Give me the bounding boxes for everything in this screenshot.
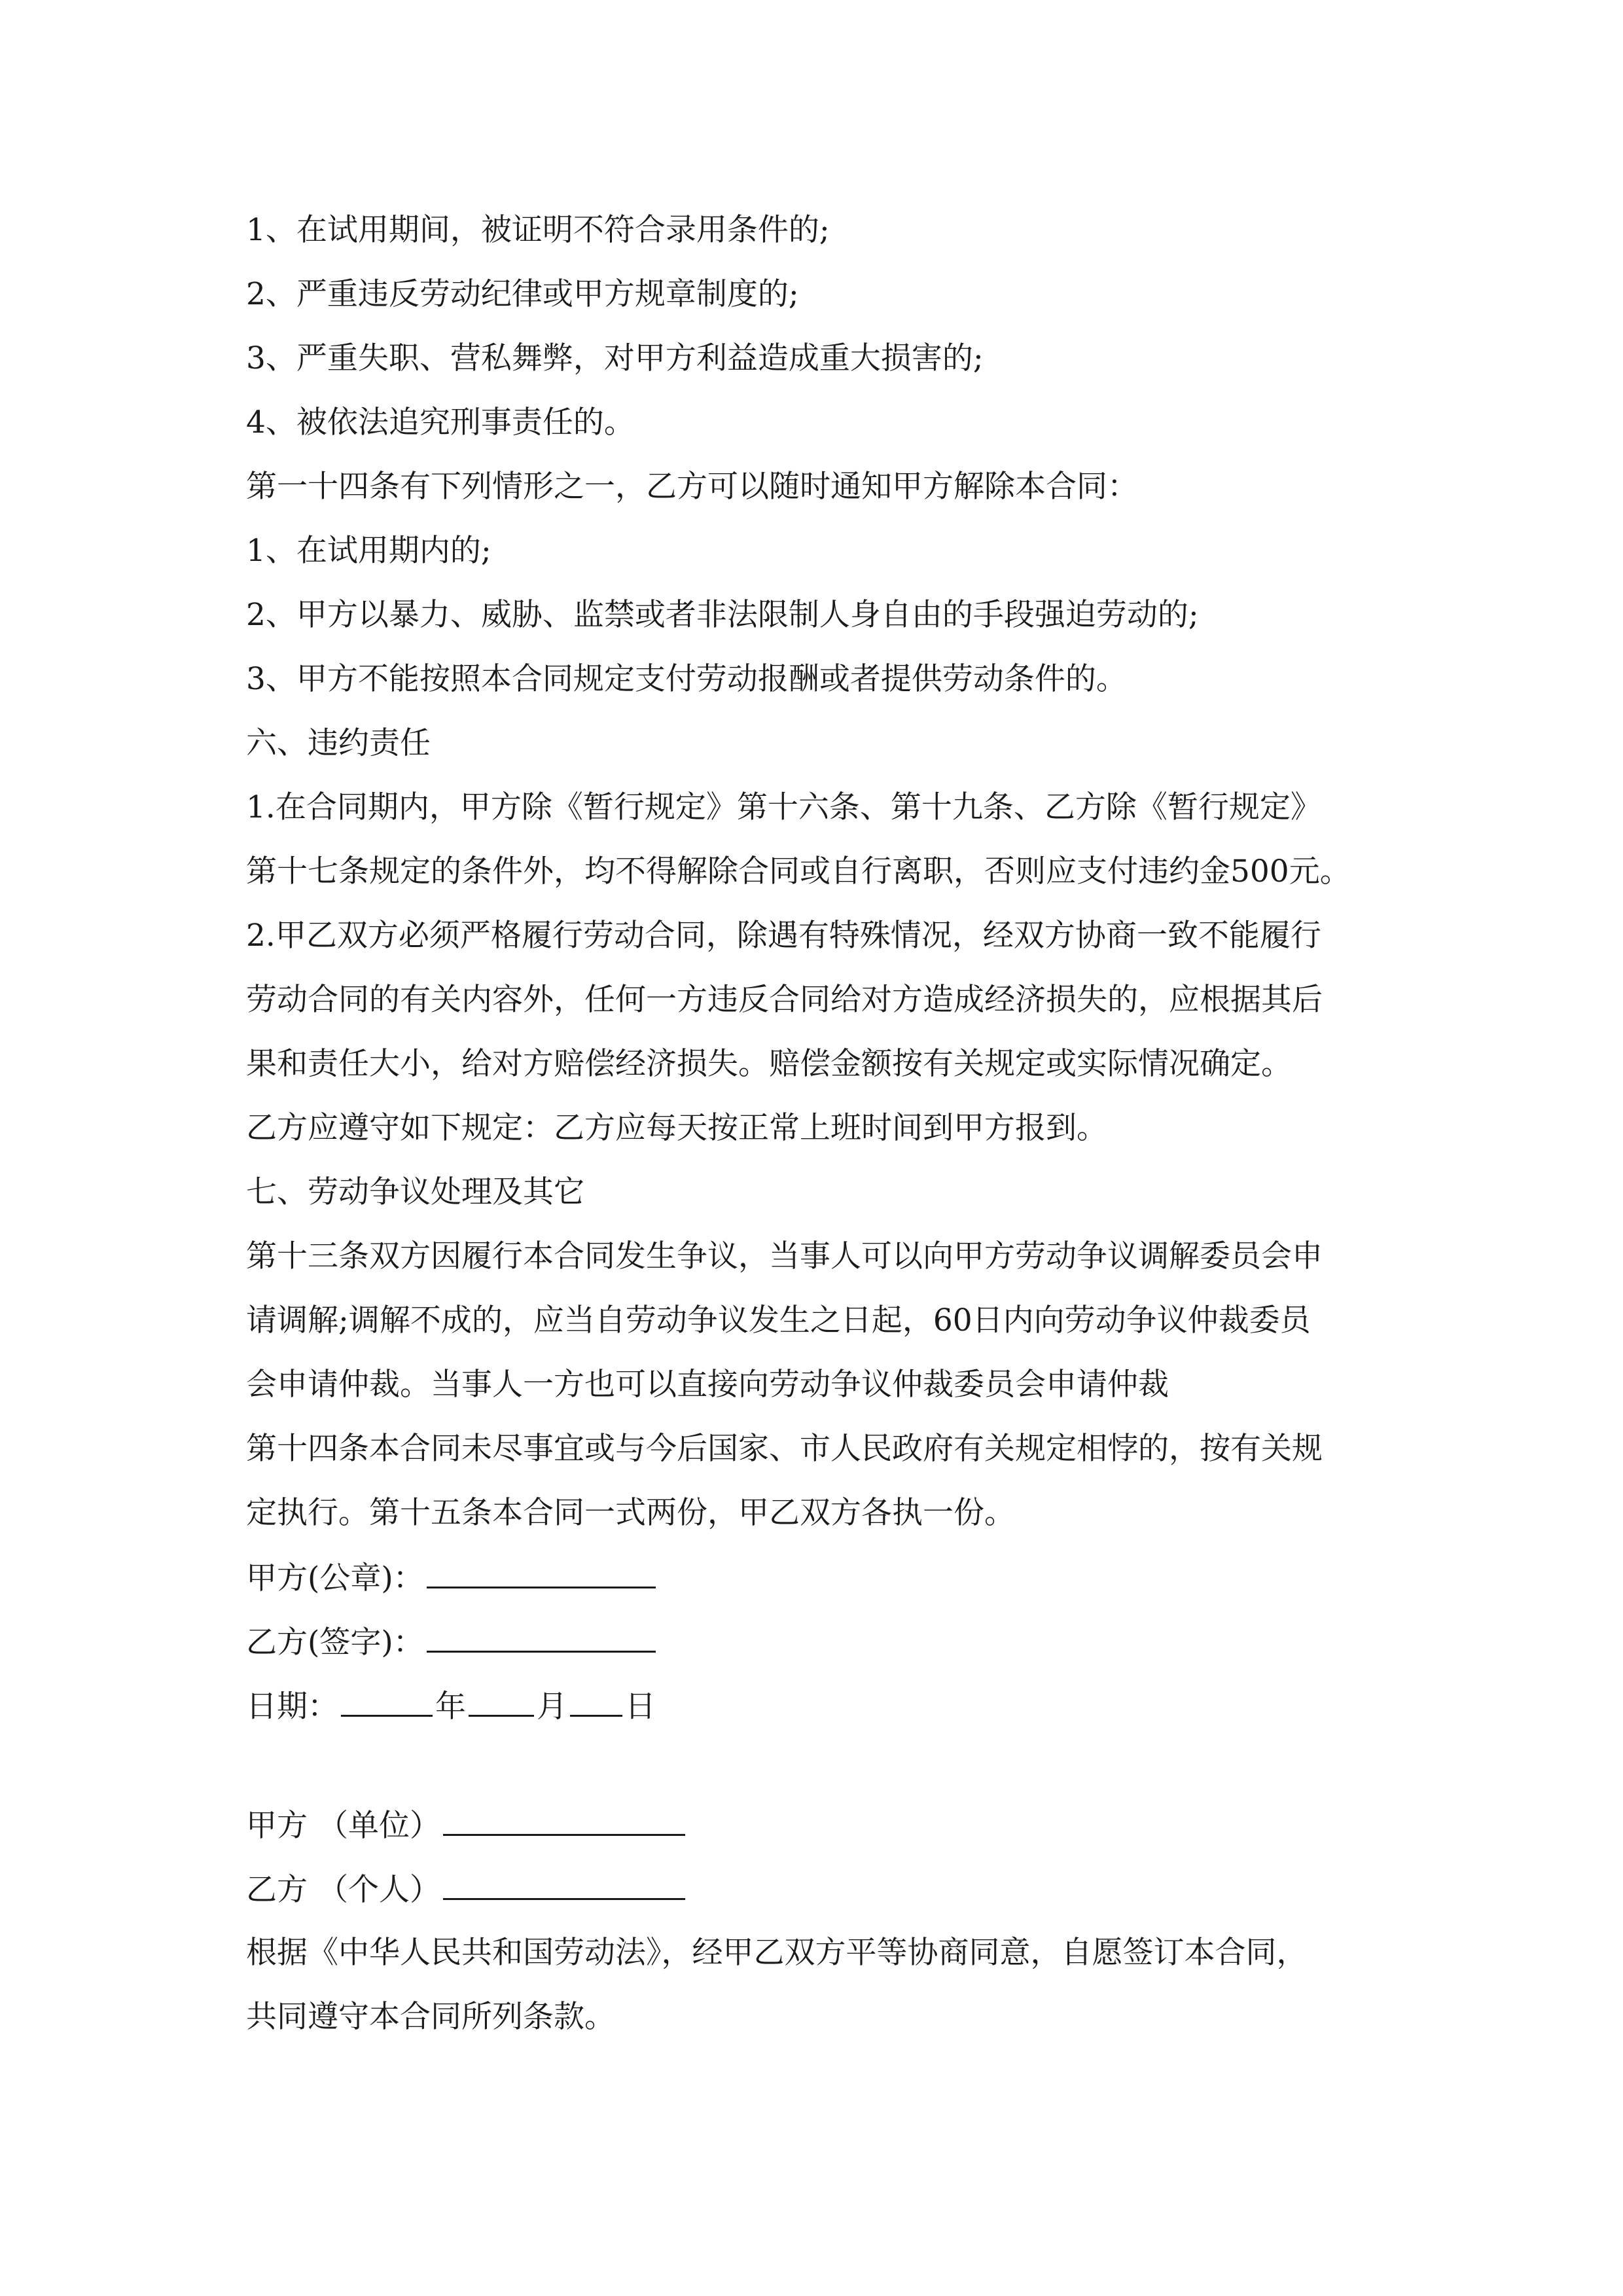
clause-line: 请调解;调解不成的，应当自劳动争议发生之日起，60日内向劳动争议仲裁委员	[246, 1302, 1311, 1338]
party-a-unit-blank[interactable]	[443, 1805, 685, 1836]
party-b-sign-row	[246, 1622, 658, 1662]
clause-line: 2、严重违反劳动纪律或甲方规章制度的;	[246, 276, 799, 312]
clause-line: 第十三条双方因履行本合同发生争议，当事人可以向甲方劳动争议调解委员会申	[246, 1238, 1323, 1274]
date-month-blank[interactable]	[469, 1686, 534, 1717]
clause-line: 劳动合同的有关内容外，任何一方违反合同给对方造成经济损失的，应根据其后	[246, 982, 1323, 1018]
clause-line: 第十七条规定的条件外，均不得解除合同或自行离职，否则应支付违约金500元。	[246, 853, 1351, 889]
clause-heading: 第一十四条有下列情形之一，乙方可以随时通知甲方解除本合同：	[246, 469, 1138, 505]
closing-line: 共同遵守本合同所列条款。	[246, 1999, 615, 2035]
date-year-label: 年	[435, 1689, 466, 1725]
party-a-seal-blank[interactable]	[427, 1558, 656, 1588]
clause-line: 定执行。第十五条本合同一式两份，甲乙双方各执一份。	[246, 1495, 1015, 1531]
party-b-person-label: 乙方 （个人）	[246, 1872, 440, 1908]
date-row	[246, 1686, 656, 1727]
date-day-blank[interactable]	[570, 1686, 622, 1717]
clause-line: 2.甲乙双方必须严格履行劳动合同，除遇有特殊情况，经双方协商一致不能履行	[246, 918, 1321, 954]
clause-line: 果和责任大小，给对方赔偿经济损失。赔偿金额按有关规定或实际情况确定。	[246, 1046, 1292, 1082]
party-a-seal-row	[246, 1558, 658, 1598]
clause-line: 1.在合同期内，甲方除《暂行规定》第十六条、第十九条、乙方除《暂行规定》	[246, 789, 1321, 825]
clause-line: 2、甲方以暴力、威胁、监禁或者非法限制人身自由的手段强迫劳动的;	[246, 597, 1199, 633]
date-label: 日期：	[246, 1689, 338, 1725]
party-b-sign-label: 乙方(签字)：	[246, 1624, 424, 1660]
party-a-unit-row	[246, 1805, 688, 1846]
clause-line: 会申请仲裁。当事人一方也可以直接向劳动争议仲裁委员会申请仲裁	[246, 1367, 1169, 1403]
date-year-blank[interactable]	[341, 1686, 433, 1717]
clause-line: 4、被依法追究刑事责任的。	[246, 404, 635, 440]
party-a-unit-label: 甲方 （单位）	[246, 1808, 440, 1844]
party-b-person-row	[246, 1869, 688, 1910]
clause-line: 1、在试用期内的;	[246, 533, 491, 569]
section-title: 七、劳动争议处理及其它	[246, 1174, 584, 1210]
clause-line: 乙方应遵守如下规定：乙方应每天按正常上班时间到甲方报到。	[246, 1110, 1107, 1146]
date-month-label: 月	[537, 1689, 567, 1725]
party-b-sign-blank[interactable]	[427, 1622, 656, 1653]
clause-line: 第十四条本合同未尽事宜或与今后国家、市人民政府有关规定相悖的，按有关规	[246, 1431, 1323, 1467]
section-title: 六、违约责任	[246, 725, 431, 761]
clause-line: 1、在试用期间，被证明不符合录用条件的;	[246, 212, 830, 248]
date-day-label: 日	[625, 1689, 656, 1725]
clause-line: 3、严重失职、营私舞弊，对甲方利益造成重大损害的;	[246, 340, 984, 376]
party-b-person-blank[interactable]	[443, 1869, 685, 1900]
closing-line: 根据《中华人民共和国劳动法》，经甲乙双方平等协商同意，自愿签订本合同，	[246, 1935, 1308, 1971]
party-a-seal-label: 甲方(公章)：	[246, 1560, 424, 1596]
clause-line: 3、甲方不能按照本合同规定支付劳动报酬或者提供劳动条件的。	[246, 661, 1127, 697]
